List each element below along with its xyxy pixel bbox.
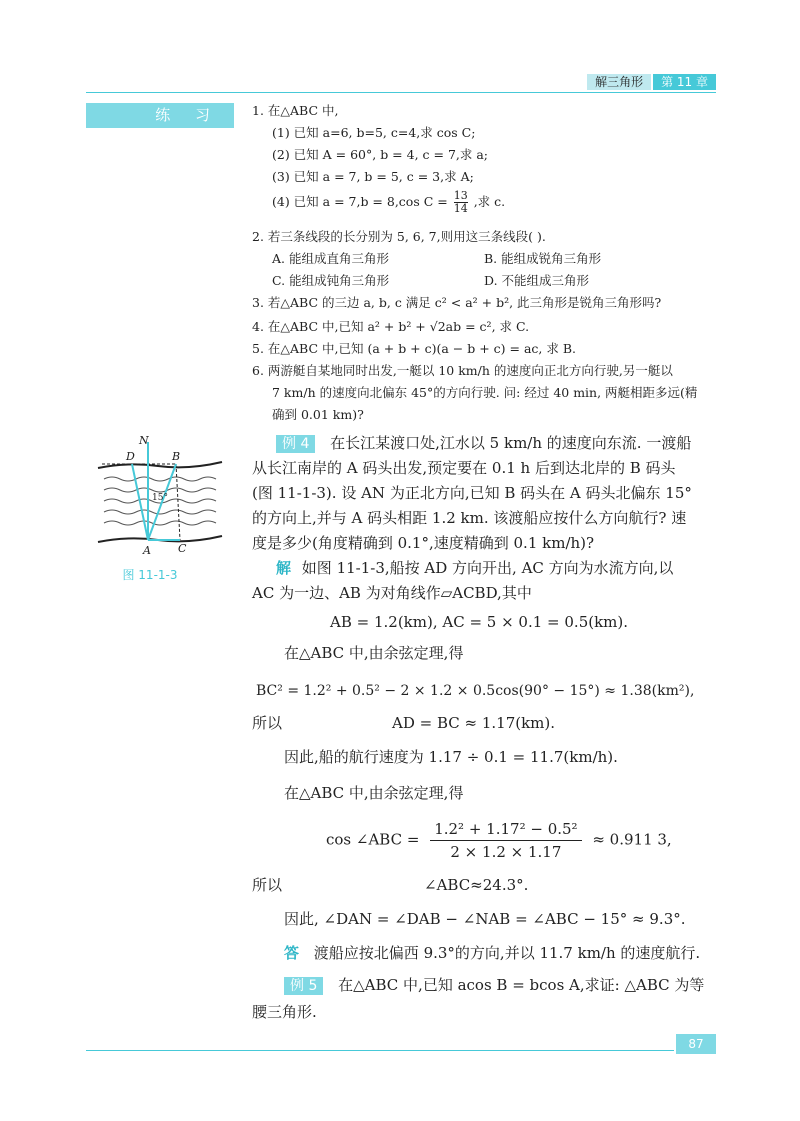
chapter-title: 解三角形	[587, 74, 651, 90]
exercise-6-line-2: 7 km/h 的速度向北偏东 45°的方向行驶. 问: 经过 40 min, 两艇相距多远(精	[272, 385, 698, 400]
cos-label: cos ∠ABC =	[326, 830, 420, 849]
solution-line-1	[276, 557, 673, 579]
exercise-2-option-c: C. 能组成钝角三角形	[272, 273, 390, 288]
label-b: B	[172, 450, 181, 463]
exercise-1-4-pre: (4) 已知 a = 7,b = 8,cos C =	[272, 194, 448, 209]
exercise-6-line-3: 确到 0.01 km)?	[272, 407, 364, 422]
exercise-2-option-d: D. 不能组成三角形	[484, 273, 590, 288]
running-header	[587, 74, 716, 90]
header-rule	[86, 92, 716, 93]
exercise-1-4-post: ,求 c.	[473, 194, 506, 209]
solution-eq-3: AD = BC ≈ 1.17(km).	[392, 714, 556, 732]
example-5-text-1: 在△ABC 中,已知 acos B = bcos A,求证: △ABC 为等	[338, 976, 705, 994]
example-4-line-5: 度是多少(角度精确到 0.1°,速度精确到 0.1 km/h)?	[252, 534, 595, 552]
cos-denominator: 2 × 1.2 × 1.17	[450, 843, 562, 861]
solution-line-2: AC 为一边、AB 为对角线作▱ACBD,其中	[252, 584, 532, 602]
north-bank	[98, 462, 222, 468]
solution-eq-4: ∠ABC≈24.3°.	[424, 876, 529, 894]
fraction-13-14	[454, 190, 468, 215]
example-4-line-3: (图 11-1-3). 设 AN 为正北方向,已知 B 码头在 A 码头北偏东 15°	[252, 484, 692, 502]
cos-result: ≈ 0.911 3,	[592, 830, 672, 849]
solution-line-3: 在△ABC 中,由余弦定理,得	[284, 644, 464, 662]
solution-so-2: 所以	[252, 876, 283, 894]
example-4-tag: 例 4	[276, 435, 315, 453]
exercise-2: 2. 若三条线段的长分别为 5, 6, 7,则用这三条线段( ).	[252, 229, 546, 244]
label-angle: 15°	[152, 493, 168, 503]
practice-label: 练 习	[86, 103, 234, 128]
label-n: N	[139, 434, 149, 447]
exercise-1: 1. 在△ABC 中,	[252, 103, 339, 118]
example-4-line-1	[276, 432, 691, 455]
answer-label: 答	[284, 944, 300, 962]
figure-caption: 图 11-1-3	[122, 568, 178, 582]
example-5-line-1	[284, 974, 704, 997]
line-bc	[176, 464, 180, 540]
solution-so-1: 所以	[252, 714, 283, 732]
example-5-line-2: 腰三角形.	[252, 1003, 317, 1021]
exercise-1-3: (3) 已知 a = 7, b = 5, c = 3,求 A;	[272, 169, 474, 184]
example-4-text-1: 在长江某渡口处,江水以 5 km/h 的速度向东流. 一渡船	[330, 434, 692, 452]
solution-eq-2: BC² = 1.2² + 0.5² − 2 × 1.2 × 0.5cos(90° − 15°) ≈ 1.38(km²),	[256, 683, 695, 699]
cos-numerator: 1.2² + 1.17² − 0.5²	[430, 818, 581, 841]
exercise-4: 4. 在△ABC 中,已知 a² + b² + √2ab = c², 求 C.	[252, 319, 530, 334]
solution-cos-formula	[326, 818, 672, 863]
fraction-denominator: 14	[453, 202, 468, 215]
solution-eq-1: AB = 1.2(km), AC = 5 × 0.1 = 0.5(km).	[330, 613, 629, 631]
page-number: 87	[676, 1034, 716, 1054]
footer-rule	[86, 1050, 674, 1051]
example-5-tag: 例 5	[284, 977, 323, 995]
exercise-6-line-1: 6. 两游艇自某地同时出发,一艇以 10 km/h 的速度向正北方向行驶,另一艇以	[252, 363, 673, 378]
exercise-3: 3. 若△ABC 的三边 a, b, c 满足 c² < a² + b², 此三角形是锐角三角形吗?	[252, 295, 662, 310]
chapter-number: 第 11 章	[653, 74, 716, 90]
label-c: C	[178, 542, 187, 555]
exercise-1-2: (2) 已知 A = 60°, b = 4, c = 7,求 a;	[272, 147, 489, 162]
solution-line-5: 在△ABC 中,由余弦定理,得	[284, 784, 464, 802]
label-d: D	[126, 450, 135, 463]
exercise-2-option-a: A. 能组成直角三角形	[272, 251, 389, 266]
river-crossing-figure	[94, 434, 224, 560]
solution-label: 解	[276, 559, 292, 577]
example-4-line-2: 从长江南岸的 A 码头出发,预定要在 0.1 h 后到达北岸的 B 码头	[252, 459, 676, 477]
answer-text: 渡船应按北偏西 9.3°的方向,并以 11.7 km/h 的速度航行.	[313, 944, 701, 962]
exercise-2-option-b: B. 能组成锐角三角形	[484, 251, 602, 266]
label-a: A	[143, 544, 151, 557]
fraction-numerator: 13	[453, 189, 468, 202]
cos-fraction	[430, 818, 581, 863]
example-4-line-4: 的方向上,并与 A 码头相距 1.2 km. 该渡船应按什么方向航行? 速	[252, 509, 687, 527]
solution-text-1: 如图 11-1-3,船按 AD 方向开出, AC 方向为水流方向,以	[301, 559, 674, 577]
exercise-5: 5. 在△ABC 中,已知 (a + b + c)(a − b + c) = ac, 求 B.	[252, 341, 576, 356]
exercise-1-4	[272, 190, 505, 215]
answer-line	[284, 942, 700, 964]
solution-line-4: 因此,船的航行速度为 1.17 ÷ 0.1 = 11.7(km/h).	[284, 748, 618, 766]
exercise-1-1: (1) 已知 a=6, b=5, c=4,求 cos C;	[272, 125, 476, 140]
solution-line-6: 因此, ∠DAN = ∠DAB − ∠NAB = ∠ABC − 15° ≈ 9.3°.	[284, 910, 686, 928]
